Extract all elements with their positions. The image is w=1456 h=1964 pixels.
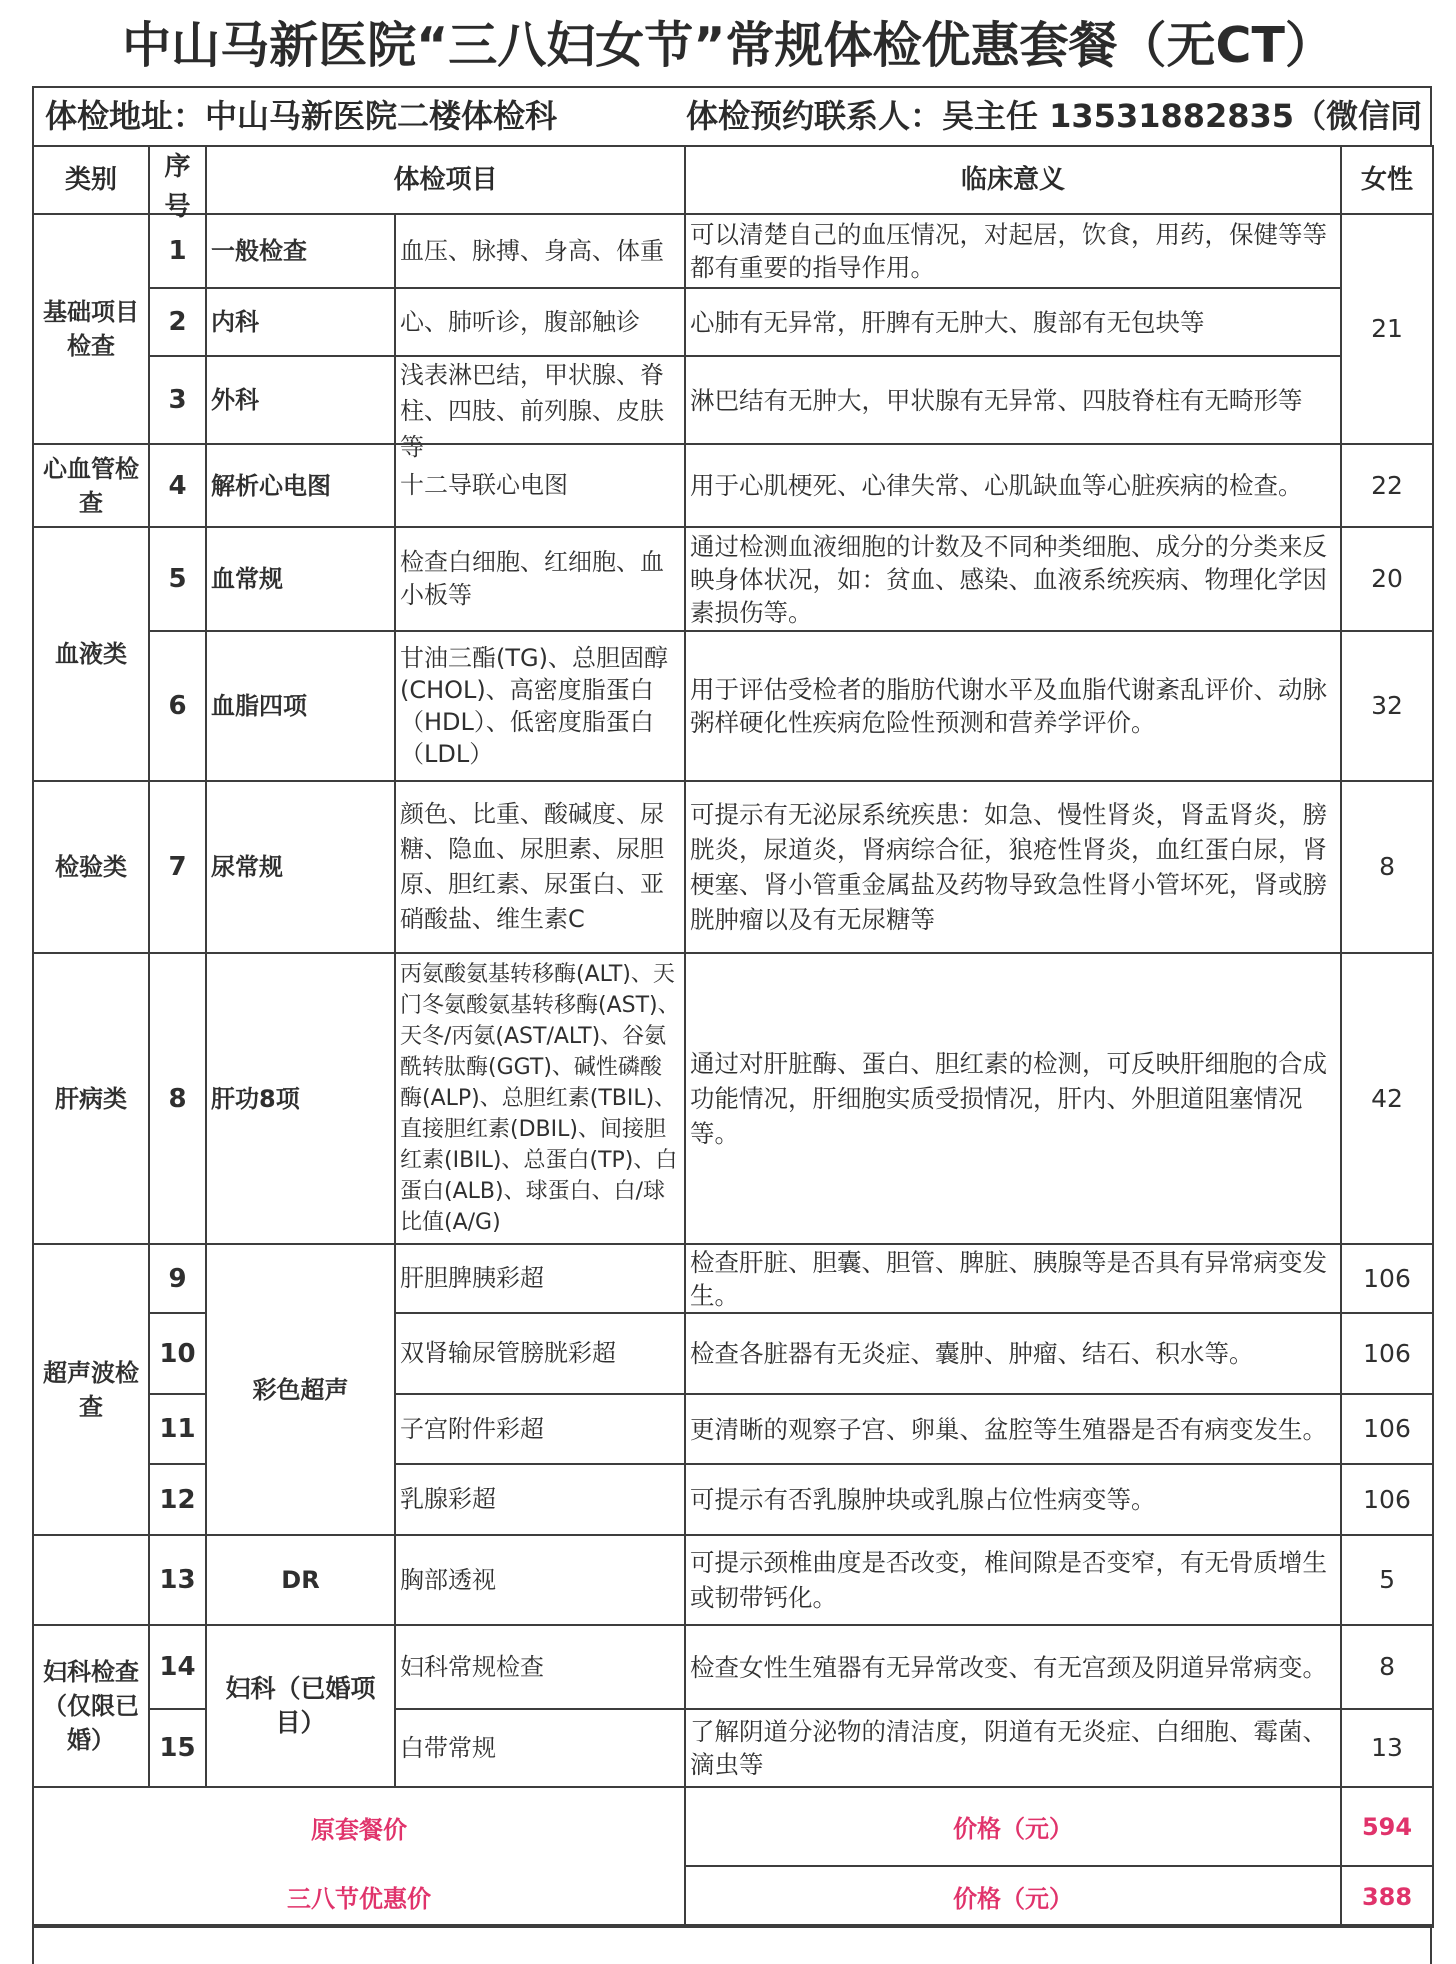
clinical-meaning: 通过检测血液细胞的计数及不同种类细胞、成分的分类来反映身体状况，如：贫血、感染、血液系统疾病、物理化学因素损伤等。 (690, 531, 1328, 627)
item-cell (206, 1244, 395, 1535)
clinical-meaning: 用于评估受检者的脂肪代谢水平及血脂代谢紊乱评价、动脉粥样硬化性疾病危险性预测和营养学评价。 (690, 675, 1328, 737)
row-number: 14 (159, 1652, 196, 1682)
item-name: 妇科（已婚项目） (225, 1674, 376, 1737)
item-cell (206, 214, 395, 288)
table-row (33, 356, 1433, 444)
clinical-cell (685, 1625, 1341, 1709)
desc-cell (395, 1464, 685, 1535)
info-bar (32, 86, 1432, 147)
female-price-cell (1341, 214, 1433, 444)
item-cell (206, 356, 395, 444)
clinical-cell (685, 356, 1341, 444)
clinical-cell (685, 288, 1341, 356)
item-description: 甘油三酯(TG)、总胆固醇(CHOL)、高密度脂蛋白（HDL）、低密度脂蛋白（LDL） (400, 644, 668, 768)
promo-price-row (33, 1866, 1433, 1927)
female-price-cell (1341, 1464, 1433, 1535)
no-cell (149, 1244, 206, 1313)
item-description: 心、肺听诊，腹部触诊 (400, 307, 640, 336)
female-price: 106 (1363, 1414, 1411, 1443)
desc-cell (395, 356, 685, 461)
no-cell (149, 444, 206, 527)
female-price: 106 (1363, 1263, 1411, 1293)
clinical-meaning: 心肺有无异常，肝脾有无肿大、腹部有无包块等 (690, 307, 1205, 337)
clinical-cell (685, 631, 1341, 781)
clinical-cell (685, 444, 1341, 527)
female-price: 8 (1379, 1652, 1395, 1681)
row-number: 10 (159, 1338, 196, 1369)
desc-cell (395, 444, 685, 527)
clinical-meaning: 更清晰的观察子宫、卵巢、盆腔等生殖器是否有病变发生。 (690, 1414, 1328, 1444)
original-price-label: 原套餐价 (33, 1787, 685, 1866)
item-cell (206, 953, 395, 1244)
clinical-meaning: 可提示有否乳腺肿块或乳腺占位性病变等。 (690, 1485, 1156, 1514)
clinical-meaning: 淋巴结有无肿大，甲状腺有无异常、四肢脊柱有无畸形等 (690, 385, 1303, 415)
clinical-meaning: 用于心肌梗死、心律失常、心肌缺血等心脏疾病的检查。 (690, 471, 1303, 500)
female-price: 5 (1379, 1565, 1395, 1594)
table-header-row (33, 146, 1433, 214)
category-label: 超声波检查 (43, 1358, 139, 1421)
female-price-cell (1341, 953, 1433, 1244)
clinical-cell (685, 1313, 1341, 1394)
table-row (33, 444, 1433, 527)
row-number: 15 (159, 1733, 196, 1763)
table-row (33, 1535, 1433, 1625)
promo-price-label: 三八节优惠价 (33, 1866, 685, 1927)
item-description: 血压、脉搏、身高、体重 (400, 236, 664, 265)
row-number: 9 (168, 1263, 187, 1294)
desc-cell (395, 781, 685, 953)
item-cell (206, 1535, 395, 1625)
item-cell (206, 527, 395, 631)
desc-cell (395, 214, 685, 288)
clinical-cell (685, 1709, 1341, 1787)
female-price-cell (1341, 1244, 1433, 1313)
header-no-cell (149, 146, 206, 222)
item-description: 十二导联心电图 (400, 471, 568, 499)
category-cell (33, 214, 149, 444)
category-label: 血液类 (55, 640, 127, 668)
female-price: 22 (1371, 470, 1403, 500)
female-price-cell (1341, 1394, 1433, 1464)
original-price-row (33, 1787, 1433, 1866)
item-name: 血常规 (211, 565, 283, 593)
desc-cell (395, 631, 685, 781)
female-price-cell (1341, 444, 1433, 527)
category-label: 肝病类 (55, 1084, 127, 1113)
desc-cell (395, 1244, 685, 1313)
item-description: 肝胆脾胰彩超 (400, 1264, 544, 1292)
table-row (33, 631, 1433, 781)
footer-notes-box (32, 1924, 1432, 1964)
clinical-cell (685, 953, 1341, 1244)
category-cell (33, 1535, 149, 1625)
row-number: 7 (168, 852, 187, 882)
no-cell (149, 1464, 206, 1535)
category-cell (33, 1244, 149, 1535)
clinical-cell (685, 1244, 1341, 1313)
table-row (33, 781, 1433, 953)
row-number: 1 (168, 236, 187, 266)
desc-cell (395, 1394, 685, 1464)
category-label: 妇科检查（仅限已婚） (43, 1658, 139, 1754)
item-cell (206, 781, 395, 953)
desc-cell (395, 288, 685, 356)
item-name: 肝功8项 (211, 1084, 300, 1113)
item-description: 浅表淋巴结，甲状腺、脊柱、四肢、前列腺、皮肤等 (400, 361, 664, 461)
item-description: 胸部透视 (400, 1565, 496, 1594)
row-number: 5 (168, 564, 187, 594)
item-description: 子宫附件彩超 (400, 1414, 544, 1443)
item-name: 血脂四项 (211, 692, 307, 720)
item-description: 检查白细胞、红细胞、血小板等 (400, 548, 664, 609)
item-name: 解析心电图 (211, 471, 331, 500)
female-price: 21 (1371, 314, 1403, 343)
no-cell (149, 631, 206, 781)
female-price-cell (1341, 781, 1433, 953)
promo-price-value: 388 (1341, 1866, 1433, 1927)
item-cell (206, 631, 395, 781)
item-description: 双肾输尿管膀胱彩超 (400, 1339, 616, 1367)
clinical-meaning: 了解阴道分泌物的清洁度，阴道有无炎症、白细胞、霉菌、滴虫等 (690, 1717, 1328, 1779)
table-row (33, 1244, 1433, 1313)
desc-cell (395, 1535, 685, 1625)
row-number: 6 (168, 691, 187, 721)
clinical-meaning: 可提示有无泌尿系统疾患：如急、慢性肾炎，肾盂肾炎，膀胱炎，尿道炎，肾病综合征，狼疮性肾炎，血红蛋白尿，肾梗塞、肾小管重金属盐及药物导致急性肾小管坏死，肾或膀胱肿瘤以及有无尿糖等 (690, 800, 1328, 934)
header-category: 类别 (33, 146, 149, 214)
desc-cell (395, 527, 685, 631)
female-price: 106 (1363, 1338, 1411, 1368)
clinical-cell (685, 1535, 1341, 1625)
clinical-cell (685, 781, 1341, 953)
item-name: 彩色超声 (252, 1375, 349, 1404)
header-female: 女性 (1341, 146, 1433, 214)
female-price-cell (1341, 1313, 1433, 1394)
category-cell (33, 527, 149, 781)
female-price: 13 (1371, 1733, 1403, 1762)
item-cell (206, 444, 395, 527)
category-cell (33, 1625, 149, 1787)
female-price: 32 (1371, 691, 1403, 720)
no-cell (149, 1535, 206, 1625)
table-row (33, 214, 1433, 288)
item-description: 颜色、比重、酸碱度、尿糖、隐血、尿胆素、尿胆原、胆红素、尿蛋白、亚硝酸盐、维生素C (400, 800, 664, 933)
clinical-meaning: 可提示颈椎曲度是否改变，椎间隙是否变窄，有无骨质增生或韧带钙化。 (690, 1548, 1328, 1612)
item-name: 一般检查 (211, 237, 307, 265)
female-price-cell (1341, 631, 1433, 781)
row-number: 4 (168, 470, 187, 501)
item-description: 乳腺彩超 (400, 1485, 496, 1513)
no-cell (149, 1709, 206, 1787)
row-number: 3 (168, 385, 187, 415)
clinical-meaning: 检查女性生殖器有无异常改变、有无宫颈及阴道异常病变。 (690, 1652, 1328, 1682)
no-cell (149, 1313, 206, 1394)
no-cell (149, 1394, 206, 1464)
item-cell (206, 1625, 395, 1787)
female-price: 20 (1371, 564, 1403, 593)
desc-cell (395, 1313, 685, 1394)
clinical-meaning: 检查各脏器有无炎症、囊肿、肿瘤、结石、积水等。 (690, 1339, 1254, 1368)
header-no: 序号 (164, 152, 191, 222)
item-description: 白带常规 (400, 1733, 496, 1762)
category-cell (33, 444, 149, 527)
category-cell (33, 953, 149, 1244)
item-name: DR (281, 1566, 320, 1594)
row-number: 13 (159, 1565, 196, 1595)
category-cell (33, 781, 149, 953)
no-cell (149, 527, 206, 631)
item-name: 外科 (211, 386, 259, 414)
table-row (33, 288, 1433, 356)
no-cell (149, 288, 206, 356)
original-price-unit: 价格（元） (685, 1787, 1341, 1866)
clinical-cell (685, 214, 1341, 288)
row-number: 11 (159, 1414, 196, 1444)
clinical-meaning: 通过对肝脏酶、蛋白、胆红素的检测，可反映肝细胞的合成功能情况，肝细胞实质受损情况，肝内、外胆道阻塞情况等。 (690, 1049, 1328, 1148)
category-label: 检验类 (55, 853, 127, 881)
female-price-cell (1341, 1535, 1433, 1625)
booking-contact: 体检预约联系人：吴主任 13531882835（微信同 (686, 97, 1423, 135)
exam-address: 体检地址：中山马新医院二楼体检科 (45, 97, 558, 135)
header-item: 体检项目 (206, 146, 685, 214)
female-price: 42 (1371, 1083, 1403, 1113)
no-cell (149, 781, 206, 953)
desc-cell (395, 1625, 685, 1709)
original-price-value: 594 (1341, 1787, 1433, 1866)
row-number: 8 (168, 1083, 187, 1114)
clinical-cell (685, 527, 1341, 631)
category-label: 基础项目检查 (43, 298, 139, 360)
no-cell (149, 1625, 206, 1709)
item-name: 尿常规 (211, 853, 283, 881)
desc-cell (395, 953, 685, 1244)
exam-package-table (32, 145, 1434, 1928)
row-number: 2 (168, 307, 187, 337)
female-price: 106 (1363, 1484, 1411, 1514)
promo-price-unit: 价格（元） (685, 1866, 1341, 1927)
clinical-cell (685, 1394, 1341, 1464)
clinical-cell (685, 1464, 1341, 1535)
no-cell (149, 953, 206, 1244)
category-label: 心血管检查 (43, 454, 139, 517)
item-description: 丙氨酸氨基转移酶(ALT)、天门冬氨酸氨基转移酶(AST)、天冬/丙氨(AST/ALT)、谷氨酰转肽酶(GGT)、碱性磷酸酶(ALP)、总胆红素(TBIL)、直接胆红素(DBIL)、间接胆红素(IBIL)、总蛋白(TP)、白蛋白(ALB)、球蛋白、白/球比值(A/G) (400, 962, 680, 1235)
female-price-cell (1341, 1625, 1433, 1709)
item-name: 内科 (211, 308, 259, 336)
table-row (33, 1625, 1433, 1709)
female-price: 8 (1379, 852, 1395, 881)
page-title: 中山马新医院“三八妇女节”常规体检优惠套餐（无CT） (122, 17, 1334, 74)
clinical-meaning: 检查肝脏、胆囊、胆管、脾脏、胰腺等是否具有异常病变发生。 (690, 1247, 1328, 1310)
female-price-cell (1341, 1709, 1433, 1787)
row-number: 12 (159, 1484, 196, 1515)
header-clinical: 临床意义 (685, 146, 1341, 214)
item-cell (206, 288, 395, 356)
table-row (33, 527, 1433, 631)
female-price-cell (1341, 527, 1433, 631)
item-description: 妇科常规检查 (400, 1652, 544, 1681)
clinical-meaning: 可以清楚自己的血压情况，对起居，饮食，用药，保健等等都有重要的指导作用。 (690, 220, 1328, 282)
desc-cell (395, 1709, 685, 1787)
table-row (33, 953, 1433, 1244)
no-cell (149, 356, 206, 444)
